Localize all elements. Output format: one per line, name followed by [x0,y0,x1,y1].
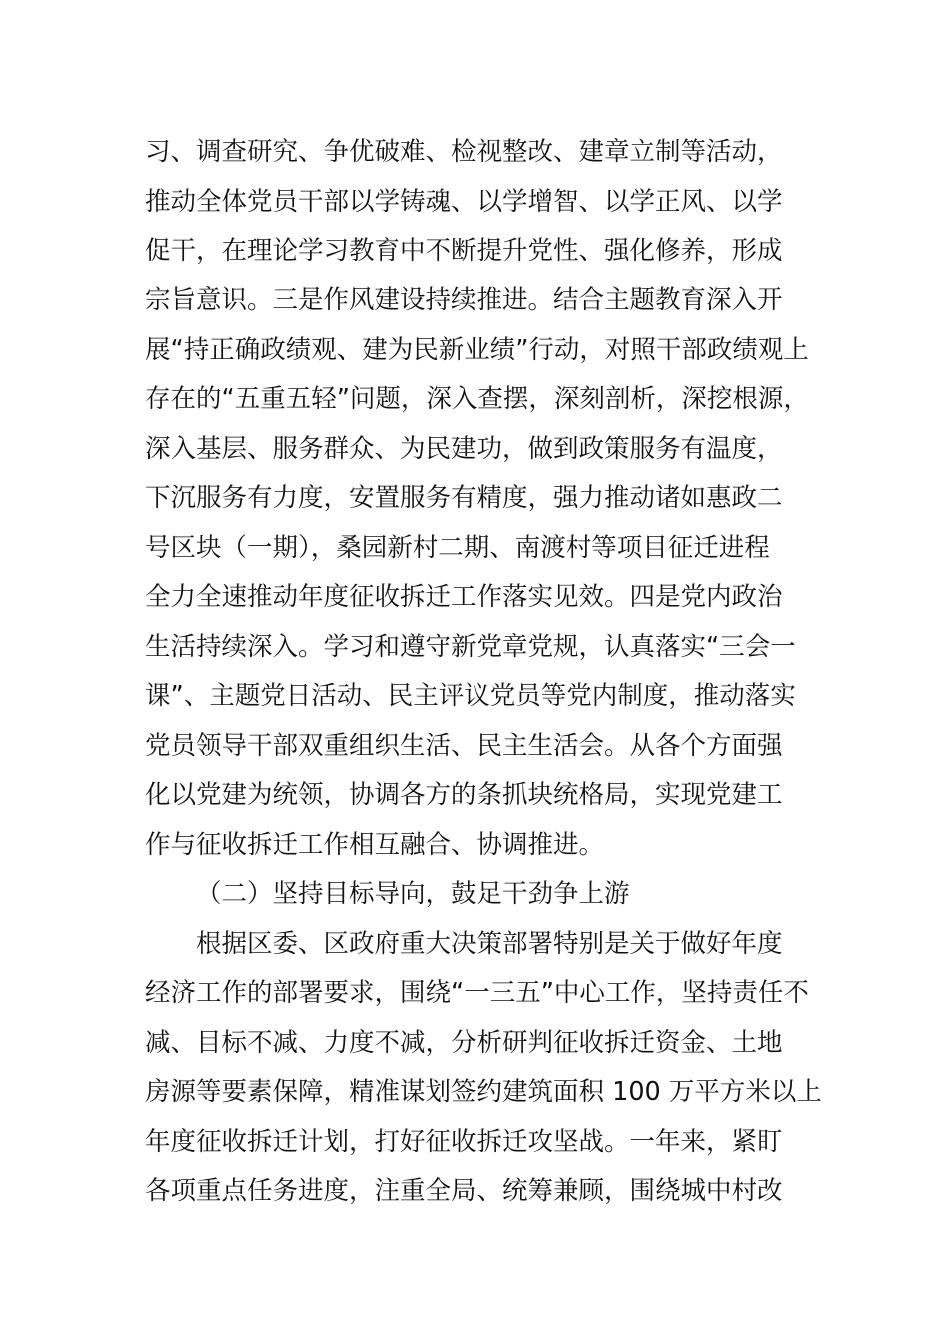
paragraph-line: 根据区委、区政府重大决策部署特别是关于做好年度 [196,929,783,959]
paragraph-line: 各项重点任务进度，注重全局、统筹兼顾，围绕城中村改 [145,1176,783,1206]
paragraph-line: 化以党建为统领，协调各方的条抓块统格局，实现党建工 [145,780,783,810]
section-heading: （二）坚持目标导向，鼓足干劲争上游 [196,879,630,909]
paragraph-line: 习、调查研究、争优破难、检视整改、建章立制等活动， [145,137,783,167]
paragraph-line: 存在的“五重五轻”问题，深入查摆，深刻剖析，深挖根源， [145,384,809,414]
paragraph-line: 号区块（一期），桑园新村二期、南渡村等项目征迁进程 [145,533,770,563]
paragraph-line: 推动全体党员干部以学铸魂、以学增智、以学正风、以学 [145,187,783,217]
paragraph-line: 经济工作的部署要求，围绕“一三五”中心工作，坚持责任不 [145,978,809,1008]
paragraph-line: 党员领导干部双重组织生活、民主生活会。从各个方面强 [145,731,783,761]
paragraph-line: 下沉服务有力度，安置服务有精度，强力推动诸如惠政二 [145,483,783,513]
paragraph-line: 展“持正确政绩观、建为民新业绩”行动，对照干部政绩观上 [145,335,809,365]
paragraph-line: 作与征收拆迁工作相互融合、协调推进。 [145,830,605,860]
paragraph-line: 课”、主题党日活动、民主评议党员等党内制度，推动落实 [145,681,796,711]
paragraph-line: 宗旨意识。三是作风建设持续推进。结合主题教育深入开 [145,285,783,315]
document-body [145,0,825,1344]
paragraph-line: 全力全速推动年度征收拆迁工作落实见效。四是党内政治 [145,582,783,612]
paragraph-line: 生活持续深入。学习和遵守新党章党规，认真落实“三会一 [145,632,796,662]
paragraph-line: 深入基层、服务群众、为民建功，做到政策服务有温度， [145,434,783,464]
paragraph-line: 促干，在理论学习教育中不断提升党性、强化修养，形成 [145,236,783,266]
paragraph-line: 年度征收拆迁计划，打好征收拆迁攻坚战。一年来，紧盯 [145,1127,783,1157]
paragraph-line: 房源等要素保障，精准谋划签约建筑面积 100 万平方米以上 [145,1077,822,1107]
paragraph-line: 减、目标不减、力度不减，分析研判征收拆迁资金、土地 [145,1028,783,1058]
